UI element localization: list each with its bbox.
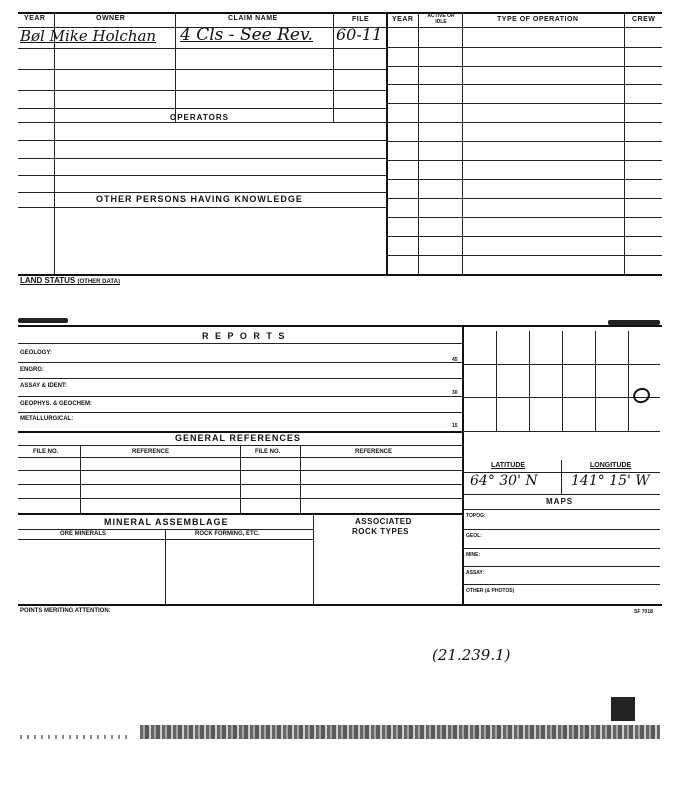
scale-30: 30 [452, 390, 458, 396]
rule [386, 160, 662, 161]
rule [529, 331, 530, 431]
rule [18, 192, 386, 193]
rule [18, 378, 462, 379]
reference-header-1: REFERENCE [132, 449, 170, 455]
mineral-assemblage-title: MINERAL ASSEMBLAGE [104, 517, 229, 527]
reports-title: R E P O R T S [202, 331, 287, 341]
rule [18, 470, 462, 471]
rule [18, 108, 386, 109]
other-persons-label: OTHER PERSONS HAVING KNOWLEDGE [96, 194, 303, 204]
rule [386, 103, 662, 104]
geology-label: GEOLOGY: [20, 350, 52, 356]
maps-other-label: OTHER (& PHOTOS) [466, 588, 515, 594]
assay-ident-label: ASSAY & IDENT: [20, 383, 68, 389]
file-no-header-1: FILE NO. [33, 449, 59, 455]
longitude-label: LONGITUDE [590, 462, 632, 469]
year-header-2: YEAR [392, 16, 414, 23]
metallurgical-label: METALLURGICAL: [20, 416, 74, 422]
rule [462, 566, 660, 567]
general-references-title: GENERAL REFERENCES [175, 433, 301, 443]
rock-forming-header: ROCK FORMING, ETC. [195, 531, 260, 537]
rule [18, 325, 662, 327]
rule [300, 445, 301, 513]
rule [175, 12, 176, 122]
rule [18, 396, 462, 397]
geophys-label: GEOPHYS. & GEOCHEM: [20, 401, 93, 407]
rule [562, 331, 563, 431]
rule [462, 431, 660, 432]
maps-assay-label: ASSAY: [466, 570, 485, 576]
scan-noise-band [140, 725, 660, 739]
owner-header: OWNER [96, 15, 126, 22]
operators-label: OPERATORS [170, 113, 229, 122]
rule [386, 122, 662, 123]
rule [462, 494, 660, 495]
rule [18, 69, 386, 70]
type-of-operation-header: TYPE OF OPERATION [497, 16, 579, 23]
associated-label: ASSOCIATED [355, 517, 412, 526]
latitude-value: 64° 30' N [470, 473, 538, 489]
land-status-label [20, 276, 120, 285]
rule [386, 12, 388, 274]
rule [386, 198, 662, 199]
rule [18, 140, 386, 141]
rule [18, 48, 386, 49]
location-marker [631, 386, 652, 406]
maps-title: MAPS [546, 497, 574, 506]
rule [462, 12, 463, 274]
rule [561, 460, 562, 494]
file-entry: 60-11 [336, 25, 383, 44]
latitude-label: LATITUDE [491, 462, 526, 469]
scan-artifact-block [611, 697, 635, 721]
rule [462, 325, 464, 604]
rule [595, 331, 596, 431]
rule [386, 47, 662, 48]
rule [18, 343, 462, 344]
rule [313, 513, 314, 604]
rule [386, 236, 662, 237]
rule [18, 484, 462, 485]
rule [18, 175, 386, 176]
points-meriting-attention-label: POINTS MERITING ATTENTION: [20, 608, 111, 614]
rule [462, 529, 660, 530]
rule [462, 584, 660, 585]
rule [18, 207, 386, 208]
rule [386, 179, 662, 180]
scan-noise-band [20, 735, 130, 739]
ore-minerals-header: ORE MINERALS [60, 531, 107, 537]
engrg-label: ENGRG: [20, 367, 44, 373]
active-or-idle-header: ACTIVE OR IDLE [427, 13, 455, 25]
scan-smudge [18, 318, 68, 323]
file-no-header-2: FILE NO. [255, 449, 281, 455]
rule [628, 331, 629, 431]
rule [462, 548, 660, 549]
scale-45: 45 [452, 357, 458, 363]
maps-geol-label: GEOL: [466, 533, 482, 539]
rule [18, 539, 313, 540]
year-header: YEAR [24, 15, 46, 22]
rule [624, 12, 625, 274]
rule [18, 498, 462, 499]
file-header: FILE [352, 16, 370, 23]
rule [462, 397, 660, 398]
rule [386, 255, 662, 256]
rule [240, 445, 241, 513]
rock-types-label: ROCK TYPES [352, 527, 410, 536]
rule [496, 331, 497, 431]
rule [80, 445, 81, 513]
rule [462, 364, 660, 365]
rule [18, 122, 386, 123]
maps-mine-label: MINE: [466, 552, 481, 558]
rule [386, 66, 662, 67]
rule [18, 604, 662, 606]
longitude-value: 141° 15' W [571, 473, 650, 489]
rule [386, 217, 662, 218]
rule [18, 412, 462, 413]
maps-topog-label: TOPOG: [466, 513, 486, 519]
rule [54, 12, 55, 274]
form-code: SF 7018 [634, 609, 653, 615]
rule [165, 529, 166, 604]
owner-entry: Bøl Mike Holchan [20, 27, 157, 45]
claim-name-entry: 4 Cls - See Rev. [180, 25, 313, 45]
rule [386, 141, 662, 142]
handwritten-code: (21.239.1) [432, 646, 511, 664]
land-status-subtitle: (OTHER DATA) [77, 279, 120, 285]
rule [18, 513, 462, 515]
land-status-title: LAND STATUS [20, 276, 76, 285]
rule [333, 12, 334, 122]
claim-name-header: CLAIM NAME [228, 15, 278, 22]
rule [18, 12, 662, 14]
rule [18, 362, 462, 363]
rule [18, 90, 386, 91]
rule [462, 509, 660, 510]
scale-15: 15 [452, 423, 458, 429]
reference-header-2: REFERENCE [355, 449, 393, 455]
crew-header: CREW [632, 16, 656, 23]
rule [18, 158, 386, 159]
rule [418, 12, 419, 274]
rule [386, 84, 662, 85]
